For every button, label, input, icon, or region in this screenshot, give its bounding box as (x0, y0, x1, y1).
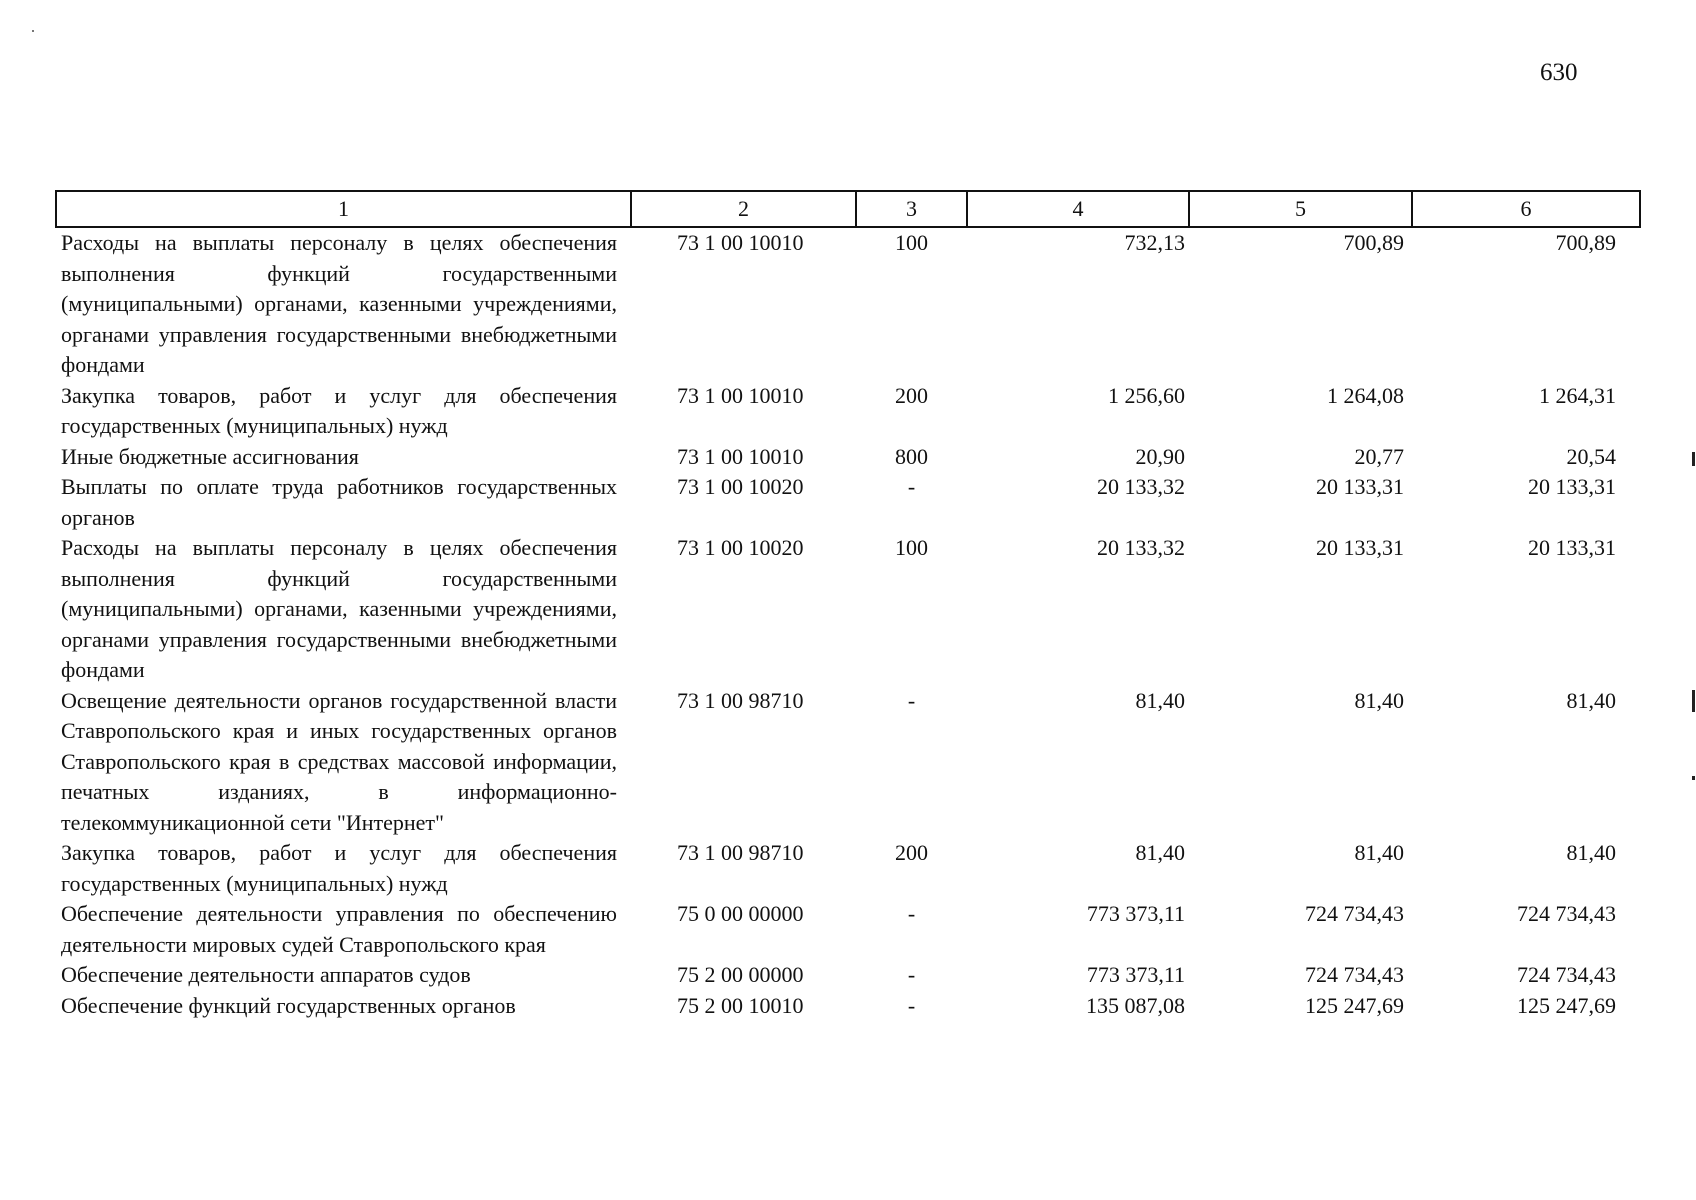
item-name: Освещение деятельности органов государственной власти Ставропольского края и иных государственных органов Ставропольского края в средствах массовой информации, печатных изданиях, в информационно-телекоммуникационной сети "Интернет" (61, 687, 617, 835)
amount-col-4: 20 133,32 (1097, 535, 1185, 560)
amount-col-5: 724 734,43 (1305, 901, 1404, 926)
amount-col-5: 20 133,31 (1316, 474, 1404, 499)
amount-col-6: 20 133,31 (1528, 474, 1616, 499)
scan-edge-mark (1692, 690, 1695, 712)
column-header: 5 (1189, 191, 1412, 227)
amount-col-4: 1 256,60 (1108, 382, 1185, 408)
amount-col-6: 81,40 (1566, 687, 1616, 713)
table-row (56, 227, 1640, 381)
table-row (56, 686, 1640, 839)
column-header: 2 (631, 191, 856, 227)
amount-col-6: 1 264,31 (1539, 382, 1616, 408)
amount-col-4: 773 373,11 (1086, 962, 1185, 987)
item-name: Выплаты по оплате труда работников государственных органов (61, 474, 617, 530)
amount-col-6: 724 734,43 (1517, 962, 1616, 987)
scan-edge-mark (1692, 452, 1695, 466)
expense-type: 100 (895, 230, 928, 255)
amount-col-5: 81,40 (1354, 840, 1404, 865)
item-code: 73 1 00 10020 (677, 535, 804, 560)
scan-edge-mark (1692, 776, 1695, 780)
amount-col-6: 20 133,31 (1528, 535, 1616, 560)
item-code: 73 1 00 10020 (677, 474, 804, 499)
table-row (56, 381, 1640, 442)
expense-type: - (907, 901, 916, 926)
amount-col-6: 81,40 (1566, 840, 1616, 865)
table-header-row (56, 191, 1640, 227)
amount-col-6: 125 247,69 (1517, 992, 1616, 1018)
table-row (56, 472, 1640, 533)
item-code: 73 1 00 10010 (677, 443, 804, 469)
column-header: 3 (856, 191, 967, 227)
item-code: 75 0 00 00000 (677, 901, 804, 926)
amount-col-4: 732,13 (1124, 230, 1185, 255)
amount-col-5: 20,77 (1354, 443, 1404, 469)
page-number: 630 (1540, 59, 1578, 86)
table-row (56, 442, 1640, 473)
expense-type: - (907, 474, 916, 499)
amount-col-4: 20,90 (1135, 443, 1185, 469)
expense-type: - (907, 687, 916, 713)
expense-type: 200 (895, 840, 928, 865)
amount-col-6: 700,89 (1555, 230, 1616, 255)
amount-col-6: 724 734,43 (1517, 901, 1616, 926)
expense-type: 800 (895, 443, 928, 469)
amount-col-4: 773 373,11 (1086, 901, 1185, 926)
item-name: Обеспечение деятельности аппаратов судов (61, 962, 471, 987)
item-name: Расходы на выплаты персоналу в целях обеспечения выполнения функций государственными (муниципальными) органами, казенными учреждениями, органами управления государственными внебюджетными фондами (61, 230, 617, 377)
amount-col-6: 20,54 (1566, 443, 1616, 469)
amount-col-4: 81,40 (1135, 840, 1185, 865)
item-name: Иные бюджетные ассигнования (61, 443, 359, 469)
amount-col-4: 20 133,32 (1097, 474, 1185, 499)
item-name: Расходы на выплаты персоналу в целях обеспечения выполнения функций государственными (муниципальными) органами, казенными учреждениями, органами управления государственными внебюджетными фондами (61, 535, 617, 682)
table-row (56, 991, 1640, 1022)
table-row (56, 960, 1640, 991)
amount-col-5: 81,40 (1354, 687, 1404, 713)
item-code: 75 2 00 10010 (677, 992, 804, 1018)
item-code: 73 1 00 98710 (677, 840, 804, 865)
table-row (56, 533, 1640, 686)
item-name: Обеспечение функций государственных органов (61, 992, 516, 1018)
item-code: 75 2 00 00000 (677, 962, 804, 987)
item-code: 73 1 00 10010 (677, 382, 804, 408)
amount-col-4: 81,40 (1135, 687, 1185, 713)
item-code: 73 1 00 98710 (677, 687, 804, 713)
expense-type: - (907, 992, 916, 1018)
table-row (56, 899, 1640, 960)
amount-col-5: 1 264,08 (1327, 382, 1404, 408)
column-header: 1 (56, 191, 631, 227)
amount-col-5: 20 133,31 (1316, 535, 1404, 560)
budget-table (55, 190, 1641, 1021)
item-name: Закупка товаров, работ и услуг для обеспечения государственных (муниципальных) нужд (61, 840, 617, 896)
item-name: Закупка товаров, работ и услуг для обеспечения государственных (муниципальных) нужд (61, 382, 617, 438)
expense-type: - (907, 962, 916, 987)
item-name: Обеспечение деятельности управления по обеспечению деятельности мировых судей Ставропольского края (61, 901, 617, 957)
expense-type: 200 (895, 382, 928, 408)
expense-type: 100 (895, 535, 928, 560)
item-code: 73 1 00 10010 (677, 230, 804, 255)
table-row (56, 838, 1640, 899)
column-header: 4 (967, 191, 1189, 227)
amount-col-5: 125 247,69 (1305, 992, 1404, 1018)
amount-col-5: 724 734,43 (1305, 962, 1404, 987)
column-header: 6 (1412, 191, 1640, 227)
scan-speck (32, 30, 34, 32)
amount-col-4: 135 087,08 (1086, 992, 1185, 1018)
amount-col-5: 700,89 (1343, 230, 1404, 255)
